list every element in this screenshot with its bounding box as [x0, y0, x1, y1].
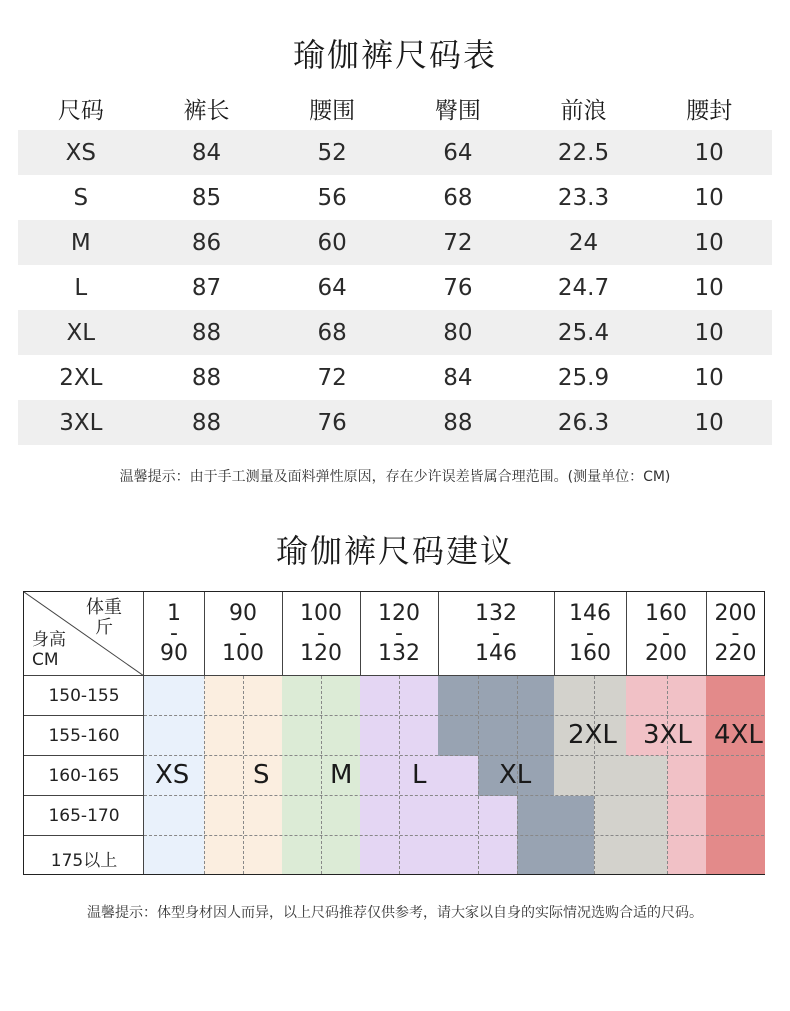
table-cell: 52 [317, 139, 347, 166]
size-band-l-mid [438, 756, 478, 796]
table-cell: 2XL [59, 364, 103, 391]
weight-range-header [554, 592, 626, 676]
weight-range-header [282, 592, 360, 676]
grid-line [144, 755, 764, 756]
corner-weight-label [86, 598, 122, 638]
table-cell: 64 [317, 274, 347, 301]
weight-range-from: 100 [300, 601, 342, 626]
size-label-2xl: 2XL [568, 720, 617, 750]
height-range-header: 150-155 [48, 686, 120, 706]
table-cell: 87 [191, 274, 222, 301]
weight-range-from: 146 [569, 601, 611, 626]
table-cell: 24 [568, 229, 599, 256]
table-cell: 88 [443, 409, 473, 436]
size-label-l: L [412, 760, 427, 790]
weight-range-from: 1 [167, 601, 181, 626]
fit-advice-note: 温馨提示：体型身材因人而异，以上尺码推荐仅供参考，请大家以自身的实际情况选购合适的尺码。 [87, 905, 703, 921]
weight-range-to: 132 [378, 641, 420, 666]
height-range-header: 165-170 [48, 806, 120, 826]
weight-range-sep: - [317, 621, 325, 646]
column-header: 腰封 [686, 97, 733, 124]
table-cell: L [74, 274, 88, 301]
column-header: 前浪 [560, 97, 607, 124]
weight-range-from: 132 [475, 601, 517, 626]
column-header: 臀围 [434, 97, 481, 124]
table-cell: M [70, 229, 91, 256]
grid-line [399, 676, 400, 874]
table-row [18, 310, 772, 355]
grid-line [478, 676, 479, 874]
table-cell: 10 [694, 139, 724, 166]
grid-line [24, 715, 144, 716]
table-row [18, 175, 772, 220]
corner-height-line: 身高 [32, 630, 66, 650]
weight-range-from: 90 [229, 601, 257, 626]
table-cell: 10 [694, 364, 724, 391]
weight-range-sep: - [731, 621, 740, 646]
table-cell: XS [65, 139, 97, 166]
size-band-2xl-mid [626, 756, 667, 796]
weight-range-sep: - [586, 621, 594, 646]
weight-range-header [360, 592, 438, 676]
weight-range-from: 160 [645, 601, 687, 626]
size-recommendation-grid [23, 591, 765, 875]
weight-range-header [204, 592, 282, 676]
grid-line [594, 676, 595, 874]
weight-range-sep: - [170, 621, 178, 646]
table-row [18, 265, 772, 310]
table-row [18, 400, 772, 445]
table-cell: 76 [443, 274, 473, 301]
table-cell: 68 [317, 319, 347, 346]
grid-line [667, 676, 668, 874]
grid-line [24, 755, 144, 756]
size-label-xs: XS [155, 760, 190, 790]
size-chart-title: 瑜伽裤尺码表 [292, 36, 497, 74]
weight-range-to: 160 [569, 641, 611, 666]
corner-weight-unit: 斤 [95, 617, 113, 638]
weight-range-to: 120 [300, 641, 342, 666]
measurement-note: 温馨提示：由于手工测量及面料弹性原因，存在少许误差皆属合理范围。(测量单位：CM) [119, 469, 671, 485]
grid-line [144, 795, 764, 796]
grid-line [321, 676, 322, 874]
weight-range-sep: - [492, 621, 500, 646]
height-range-header: 175以上 [50, 851, 118, 871]
table-cell: 86 [191, 229, 222, 256]
table-cell: 22.5 [557, 139, 610, 166]
table-cell: 85 [191, 184, 222, 211]
table-cell: 10 [694, 409, 724, 436]
table-cell: 10 [694, 319, 724, 346]
table-row [18, 355, 772, 400]
weight-range-from: 200 [714, 601, 757, 626]
column-header: 裤长 [183, 97, 230, 124]
weight-range-from: 120 [378, 601, 420, 626]
table-cell: 23.3 [557, 184, 610, 211]
table-cell: 88 [191, 364, 222, 391]
grid-line [24, 835, 144, 836]
table-row [18, 220, 772, 265]
table-cell: 76 [317, 409, 347, 436]
table-cell: 3XL [59, 409, 103, 436]
table-cell: 10 [694, 274, 724, 301]
weight-range-to: 100 [222, 641, 264, 666]
table-cell: 25.4 [557, 319, 610, 346]
size-label-4xl: 4XL [714, 720, 763, 750]
weight-range-sep: - [662, 621, 670, 646]
grid-line [144, 835, 764, 836]
size-label-3xl: 3XL [643, 720, 692, 750]
corner-height-label [32, 630, 66, 670]
table-cell: 68 [443, 184, 473, 211]
table-cell: 84 [443, 364, 473, 391]
table-cell: 72 [317, 364, 347, 391]
weight-range-header [438, 592, 554, 676]
table-cell: 88 [191, 409, 222, 436]
size-band-xl [438, 676, 554, 756]
table-cell: 88 [191, 319, 222, 346]
table-row [18, 130, 772, 175]
table-header-row [18, 86, 772, 130]
grid-line [204, 676, 205, 874]
size-table [18, 86, 772, 445]
corner-weight-line: 体重 [86, 597, 122, 618]
corner-height-unit: CM [32, 650, 59, 670]
table-cell: 84 [191, 139, 222, 166]
column-header: 腰围 [309, 97, 356, 124]
height-range-header: 155-160 [48, 726, 120, 746]
size-label-m: M [330, 760, 353, 790]
table-cell: 25.9 [557, 364, 610, 391]
table-cell: 64 [443, 139, 473, 166]
table-cell: 80 [443, 319, 473, 346]
weight-range-to: 146 [475, 641, 517, 666]
table-cell: 10 [694, 184, 724, 211]
grid-line [24, 795, 144, 796]
table-cell: 10 [694, 229, 724, 256]
table-cell: S [73, 184, 89, 211]
table-cell: XL [66, 319, 96, 346]
table-cell: 24.7 [557, 274, 610, 301]
weight-range-header [144, 592, 204, 676]
table-cell: 56 [317, 184, 347, 211]
weight-range-sep: - [395, 621, 403, 646]
weight-range-header [706, 592, 765, 676]
weight-range-to: 200 [645, 641, 687, 666]
recommendation-title: 瑜伽裤尺码建议 [275, 532, 514, 570]
weight-range-to: 220 [714, 641, 757, 666]
weight-range-header [626, 592, 706, 676]
table-cell: 60 [317, 229, 347, 256]
height-range-header: 160-165 [48, 766, 120, 786]
size-band-3xl-lower [667, 756, 706, 874]
size-label-xl: XL [499, 760, 532, 790]
column-header: 尺码 [57, 97, 104, 124]
table-cell: 72 [443, 229, 473, 256]
size-band-4xl [706, 676, 765, 874]
size-label-s: S [253, 760, 270, 790]
weight-range-to: 90 [160, 641, 188, 666]
grid-line [144, 715, 764, 716]
table-cell: 26.3 [557, 409, 610, 436]
weight-range-sep: - [239, 621, 247, 646]
grid-line [243, 676, 244, 874]
